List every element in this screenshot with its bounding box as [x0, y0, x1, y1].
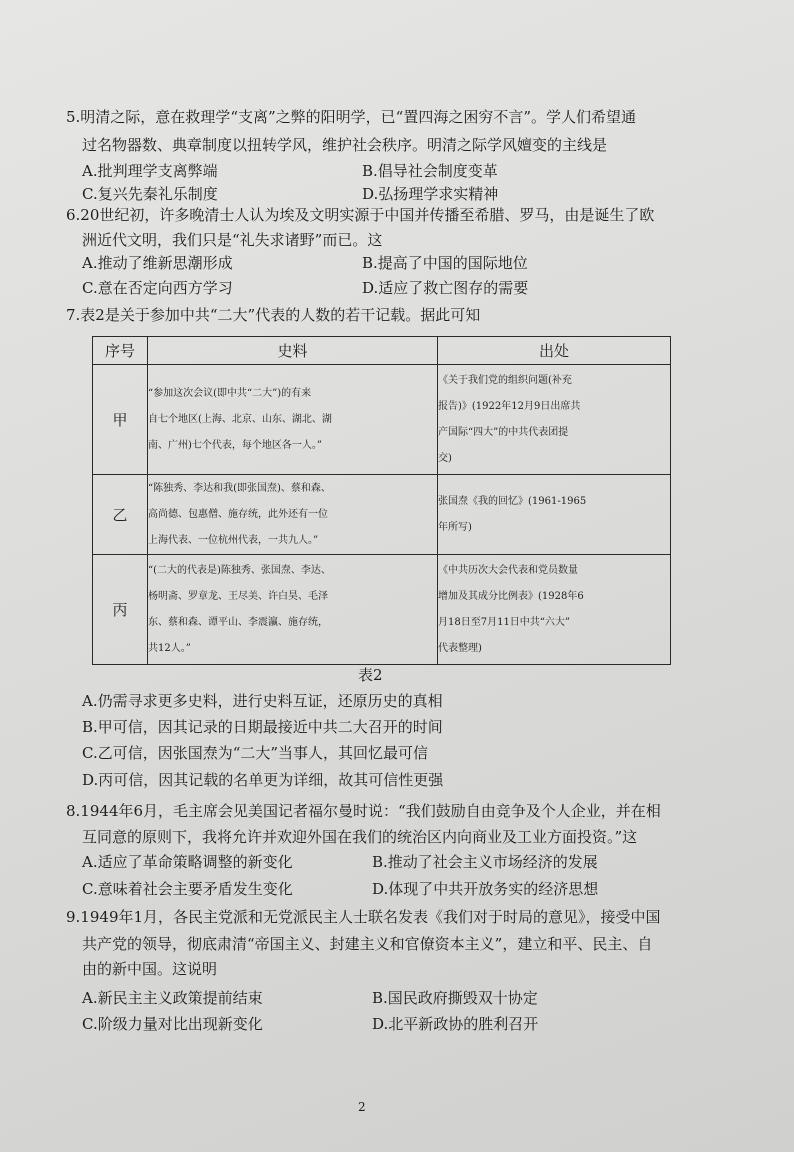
- q5-stem-line-2: 过名物器数、典章制度以扭转学风，维护社会秩序。明清之际学风嬗变的主线是: [82, 136, 608, 154]
- source-line: 月18日至7月11日中共“六大”: [438, 616, 571, 628]
- source-line: 产国际“四大”的中共代表团提: [438, 426, 569, 438]
- q8-option-b: B.推动了社会主义市场经济的发展: [372, 853, 598, 871]
- q5-option-a: A.批判理学支离弊端: [82, 162, 218, 180]
- source-line: 《中共历次大会代表和党员数量: [438, 564, 578, 576]
- q7-option-a: A.仍需寻求更多史料，进行史料互证，还原历史的真相: [82, 692, 443, 710]
- source-line: 报告)》(1922年12月9日出席共: [438, 400, 581, 412]
- table-header-row: [93, 337, 671, 365]
- q8-option-c: C.意味着社会主要矛盾发生变化: [82, 880, 293, 898]
- row-id: 乙: [93, 475, 148, 555]
- row-source: [438, 365, 671, 475]
- material-line: 杨明斋、罗章龙、王尽美、许白昊、毛泽: [148, 590, 328, 602]
- q9-stem-line-3: 由的新中国。这说明: [82, 960, 218, 978]
- table-row: [93, 365, 671, 475]
- row-material: [148, 365, 438, 475]
- header-material: 史料: [148, 337, 438, 365]
- q9-stem-line-2: 共产党的领导，彻底肃清“帝国主义、封建主义和官僚资本主义”，建立和平、民主、自: [82, 935, 653, 953]
- q5-option-b: B.倡导社会制度变革: [362, 162, 498, 180]
- row-source: [438, 555, 671, 665]
- page-number: 2: [358, 1100, 366, 1114]
- q7-option-c: C.乙可信，因张国焘为“二大”当事人，其回忆最可信: [82, 744, 429, 762]
- row-id: 甲: [93, 365, 148, 475]
- table-row: [93, 475, 671, 555]
- table-row: [93, 555, 671, 665]
- q8-stem-line-2: 互同意的原则下，我将允许并欢迎外国在我们的统治区内向商业及工业方面投资。”这: [82, 828, 638, 846]
- material-line: 共12人。”: [148, 642, 191, 654]
- source-line: 增加及其成分比例表》(1928年6: [438, 590, 584, 602]
- q9-option-c: C.阶级力量对比出现新变化: [82, 1015, 263, 1033]
- source-line: 年所写): [438, 521, 472, 533]
- q5-stem-line-1: 5.明清之际，意在救理学“支离”之弊的阳明学，已“置四海之困穷不言”。学人们希望通: [66, 108, 636, 126]
- q9-stem-line-1: 9.1949年1月，各民主党派和无党派民主人士联名发表《我们对于时局的意见》，接受中国: [66, 908, 661, 926]
- material-line: 东、蔡和森、谭平山、李震瀛、施存统，: [148, 616, 328, 628]
- source-line: 张国焘《我的回忆》(1961-1965: [438, 495, 587, 507]
- q8-option-a: A.适应了革命策略调整的新变化: [82, 853, 293, 871]
- q7-option-d: D.丙可信，因其记载的名单更为详细，故其可信性更强: [82, 771, 444, 789]
- q8-option-d: D.体现了中共开放务实的经济思想: [372, 880, 599, 898]
- source-table: [92, 336, 671, 665]
- q8-stem-line-1: 8.1944年6月，毛主席会见美国记者福尔曼时说：“我们鼓励自由竞争及个人企业，并在相: [66, 802, 661, 820]
- source-line: 交): [438, 452, 452, 464]
- source-line: 代表整理): [438, 642, 482, 654]
- source-line: 《关于我们党的组织问题(补充: [438, 374, 572, 386]
- row-material: [148, 555, 438, 665]
- q5-option-d: D.弘扬理学求实精神: [362, 185, 499, 203]
- q6-option-b: B.提高了中国的国际地位: [362, 254, 528, 272]
- row-source: [438, 475, 671, 555]
- row-material: [148, 475, 438, 555]
- q5-option-c: C.复兴先秦礼乐制度: [82, 185, 218, 203]
- material-line: 南、广州)七个代表，每个地区各一人。”: [148, 439, 323, 451]
- material-line: 自七个地区(上海、北京、山东、湖北、湖: [148, 413, 332, 425]
- material-line: 高尚德、包惠僧、施存统，此外还有一位: [148, 508, 328, 520]
- table-caption: 表2: [358, 666, 383, 684]
- q9-option-b: B.国民政府撕毁双十协定: [372, 989, 538, 1007]
- material-line: “(二大的代表是)陈独秀、张国焘、李达、: [148, 564, 331, 576]
- material-line: 上海代表、一位杭州代表，一共九人。”: [148, 534, 319, 546]
- material-line: “陈独秀、李达和我(即张国焘)、蔡和森、: [148, 482, 331, 494]
- q6-option-c: C.意在否定向西方学习: [82, 279, 233, 297]
- material-line: “参加这次会议(即中共“二大”)的有来: [148, 387, 312, 399]
- q6-option-a: A.推动了维新思潮形成: [82, 254, 233, 272]
- q9-option-d: D.北平新政协的胜利召开: [372, 1015, 539, 1033]
- q6-option-d: D.适应了救亡图存的需要: [362, 279, 529, 297]
- header-source: 出处: [438, 337, 671, 365]
- q6-stem-line-2: 洲近代文明，我们只是“礼失求诸野”而已。这: [82, 231, 383, 249]
- q6-stem-line-1: 6.20世纪初，许多晚清士人认为埃及文明实源于中国并传播至希腊、罗马，由是诞生了欧: [66, 206, 655, 224]
- row-id: 丙: [93, 555, 148, 665]
- q7-stem: 7.表2是关于参加中共“二大”代表的人数的若干记载。据此可知: [66, 306, 481, 324]
- header-id: 序号: [93, 337, 148, 365]
- q7-option-b: B.甲可信，因其记录的日期最接近中共二大召开的时间: [82, 718, 443, 736]
- q9-option-a: A.新民主主义政策提前结束: [82, 989, 263, 1007]
